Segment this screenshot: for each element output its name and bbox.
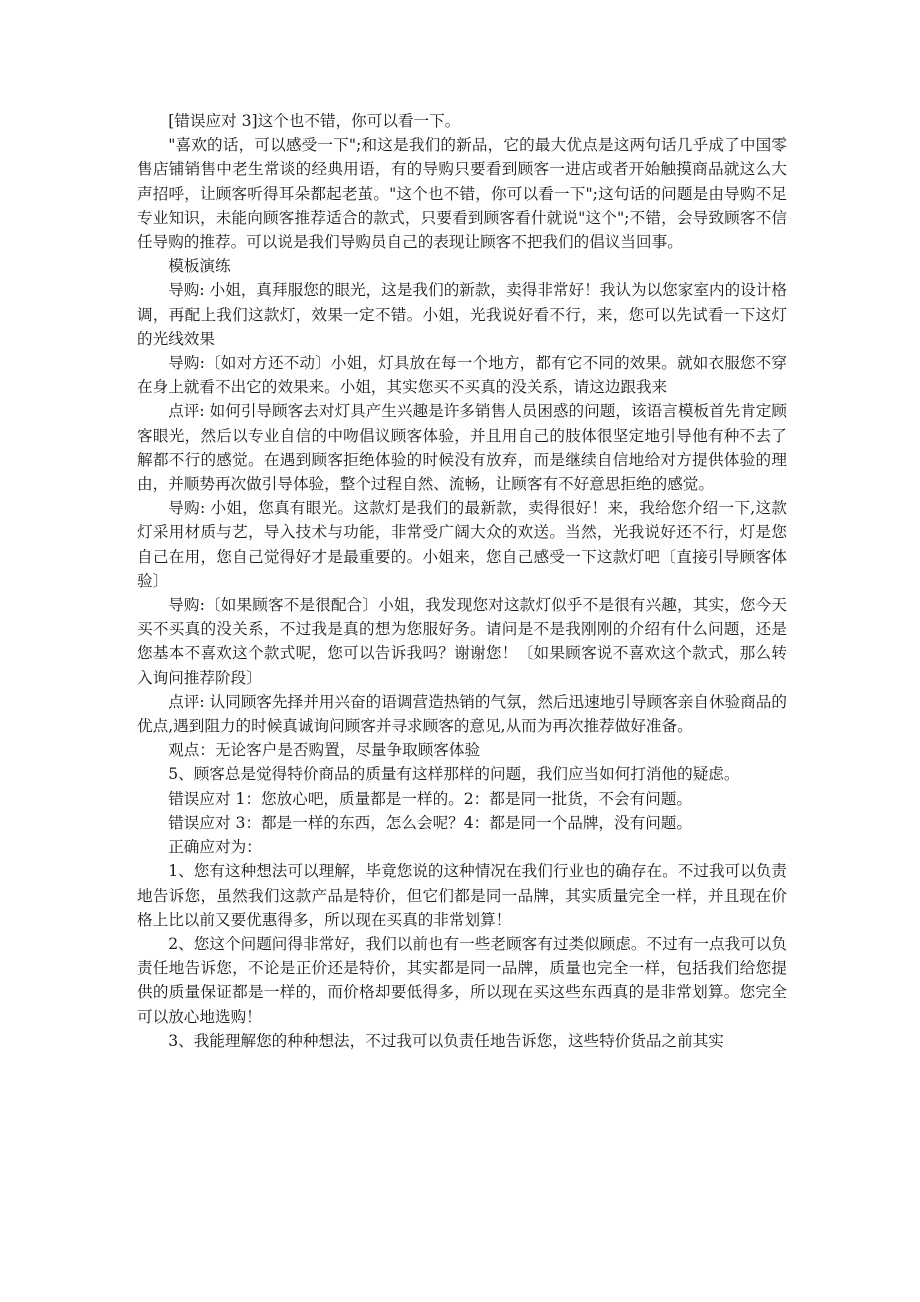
paragraph-guide-1: 导购: 小姐，真拜服您的眼光，这是我们的新款，卖得非常好！我认为以您家室内的设计格调，再配上我们这款灯，效果一定不错。小姐，光我说好看不行，来，您可以先试看一下这灯的光线效果 xyxy=(137,281,787,348)
paragraph-correct-1: 1、您有这种想法可以理解，毕竟您说的这种情况在我们行业也的确存在。不过我可以负责地告诉您，虽然我们这款产品是特价，但它们都是同一品牌，其实质量完全一样，并且现在价格上比以前又要优惠得多，所以现在买真的非常划算！ xyxy=(137,862,787,929)
paragraph-template-heading: 模板演练 xyxy=(168,257,231,276)
paragraph-guide-3: 导购: 小姐，您真有眼光。这款灯是我们的最新款，卖得很好！来，我给您介绍一下,这款灯采用材质与艺，导入技术与功能，非常受广阔大众的欢送。当然，光我说好还不行，灯是您自己在用，您自己觉得好才是最重要的。小姐来，您自己感受一下这款灯吧〔直接引导顾客体验〕 xyxy=(137,499,787,590)
paragraph-viewpoint: 观点：无论客户是否购置，尽量争取顾客体验 xyxy=(168,741,481,760)
document-body xyxy=(137,109,787,1053)
paragraph-guide-4: 导购:〔如果顾客不是很配合〕小姐，我发现您对这款灯似乎不是很有兴趣，其实，您今天买不买真的没关系，不过我是真的想为您服好务。请问是不是我刚刚的介绍有什么问题，还是您基本不喜欢这个款式呢，您可以告诉我吗？谢谢您！〔如果顾客说不喜欢这个款式，那么转入询问推荐阶段〕 xyxy=(137,596,787,687)
paragraph-wrong-response-3: [错误应对 3]这个也不错，你可以看一下。 xyxy=(168,112,461,130)
paragraph-comment-2: 点评: 认同顾客先择并用兴奋的语调营造热销的气氛，然后迅速地引导顾客亲自休验商品的优点,遇到阻力的时候真诚询问顾客并寻求顾客的意见,从而为再次推荐做好准备。 xyxy=(137,692,787,736)
paragraph-analysis: "喜欢的话，可以感受一下";和这是我们的新品，它的最大优点是这两句话几乎成了中国零售店铺销售中老生常谈的经典用语，有的导购只要看到顾客一进店或者开始触摸商品就这么大声招呼，让顾客听得耳朵都起老茧。"这个也不错，你可以看一下";这句话的问题是由导购不足专业知识，未能向顾客推荐适合的款式，只要看到顾客看什就说"这个";不错，会导致顾客不信任导购的推荐。可以说是我们导购员自己的表现让顾客不把我们的倡议当回事。 xyxy=(137,136,787,252)
paragraph-question-5: 5、顾客总是觉得特价商品的质量有这样那样的问题，我们应当如何打消他的疑虑。 xyxy=(168,765,740,784)
paragraph-wrong-1-2: 错误应对 1：您放心吧，质量都是一样的。2：都是同一批货，不会有问题。 xyxy=(168,789,692,808)
paragraph-correct-3: 3、我能理解您的种种想法，不过我可以负责任地告诉您，这些特价货品之前其实 xyxy=(168,1031,724,1050)
paragraph-comment-1: 点评: 如何引导顾客去对灯具产生兴趣是许多销售人员困惑的问题，该语言模板首先肯定顾客眼光，然后以专业自信的中吻倡议顾客体验，并且用自己的肢体很坚定地引导他有种不去了解都不行的感觉。在遇到顾客拒绝体验的时候没有放弃，而是继续自信地给对方提供体验的理由，并顺势再次做引导体验，整个过程自然、流畅，让顾客有不好意思拒绝的感觉。 xyxy=(137,402,787,494)
paragraph-guide-2: 导购:〔如对方还不动〕小姐，灯具放在每一个地方，都有它不同的效果。就如衣服您不穿在身上就看不出它的效果来。小姐，其实您买不买真的没关系，请这边跟我来 xyxy=(137,354,787,397)
paragraph-wrong-3-4: 错误应对 3：都是一样的东西，怎么会呢？4：都是同一个品牌，没有问题。 xyxy=(168,813,692,832)
paragraph-correct-2: 2、您这个问题问得非常好，我们以前也有一些老顾客有过类似顾虑。不过有一点我可以负责任地告诉您，不论是正价还是特价，其实都是同一品牌，质量也完全一样，包括我们给您提供的质量保证都是一样的，而价格却要低得多，所以现在买这些东西真的是非常划算。您完全可以放心地选购！ xyxy=(137,934,787,1026)
paragraph-correct-heading: 正确应对为： xyxy=(168,838,262,857)
